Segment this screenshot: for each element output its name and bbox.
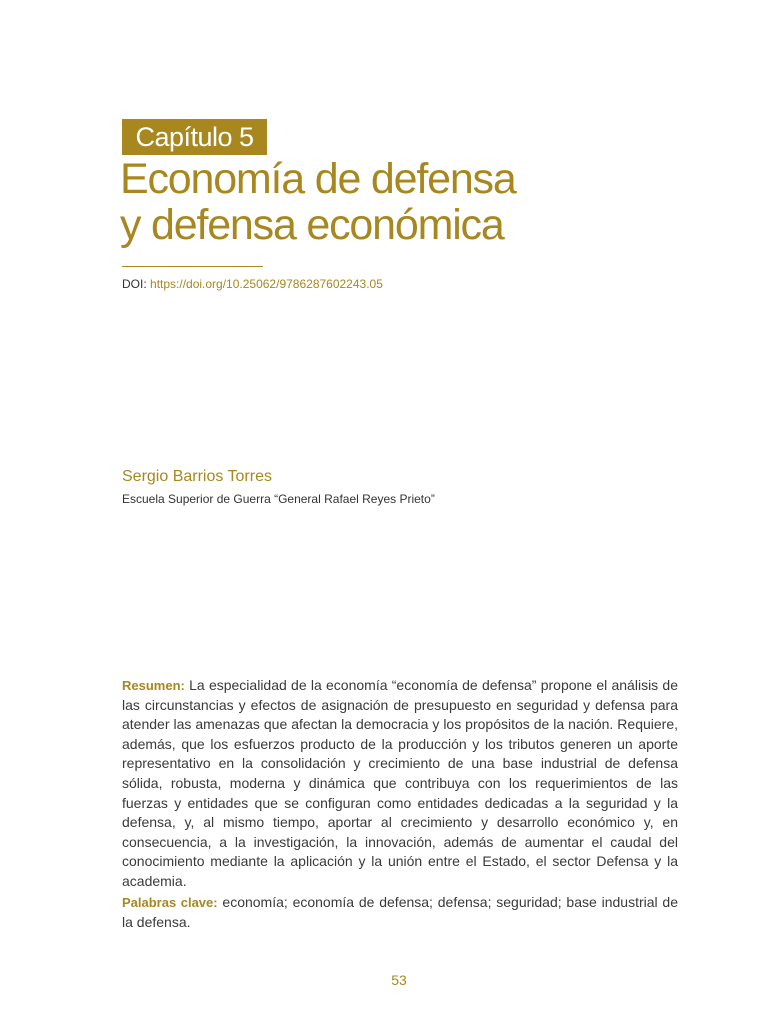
author-affiliation: Escuela Superior de Guerra “General Rafael Reyes Prieto” xyxy=(122,492,435,506)
chapter-title xyxy=(120,156,516,248)
abstract-text: La especialidad de la economía “economía de defensa” propone el análisis de las circunstancias y efectos de asignación de presupuesto en seguridad y defensa para atender las amenazas que afectan la democracia y los propósitos de la nación. Requiere, además, que los esfuerzos producto de la producción y los tributos generen un aporte representativo en la consolidación y crecimiento de una base industrial de defensa sólida, robusta, moderna y dinámica que contribuya con los requerimientos de las fuerzas y entidades que se configuran como entidades dedicadas a la seguridad y la defensa, y, al mismo tiempo, aportar al crecimiento y desarrollo económico y, en consecuencia, a la investigación, la innovación, además de aumentar el caudal del conocimiento mediante la aplicación y la unión entre el Estado, el sector Defensa y la academia. xyxy=(122,677,679,889)
doi-line xyxy=(122,276,383,292)
chapter-title-line-2: y defensa económica xyxy=(120,201,504,249)
chapter-title-line-1: Economía de defensa xyxy=(120,155,516,203)
page-number: 53 xyxy=(391,972,407,988)
abstract-paragraph xyxy=(122,676,678,892)
title-divider xyxy=(122,266,263,267)
author-name: Sergio Barrios Torres xyxy=(122,468,272,485)
doi-label: DOI: xyxy=(122,277,147,291)
doi-link[interactable]: https://doi.org/10.25062/9786287602243.05 xyxy=(150,277,383,291)
keywords-paragraph xyxy=(122,893,678,932)
keywords-label: Palabras clave: xyxy=(122,895,218,910)
abstract-label: Resumen: xyxy=(122,678,185,693)
chapter-label: Capítulo 5 xyxy=(122,119,267,155)
keywords-text: economía; economía de defensa; defensa; seguridad; base industrial de la defensa. xyxy=(122,894,678,930)
